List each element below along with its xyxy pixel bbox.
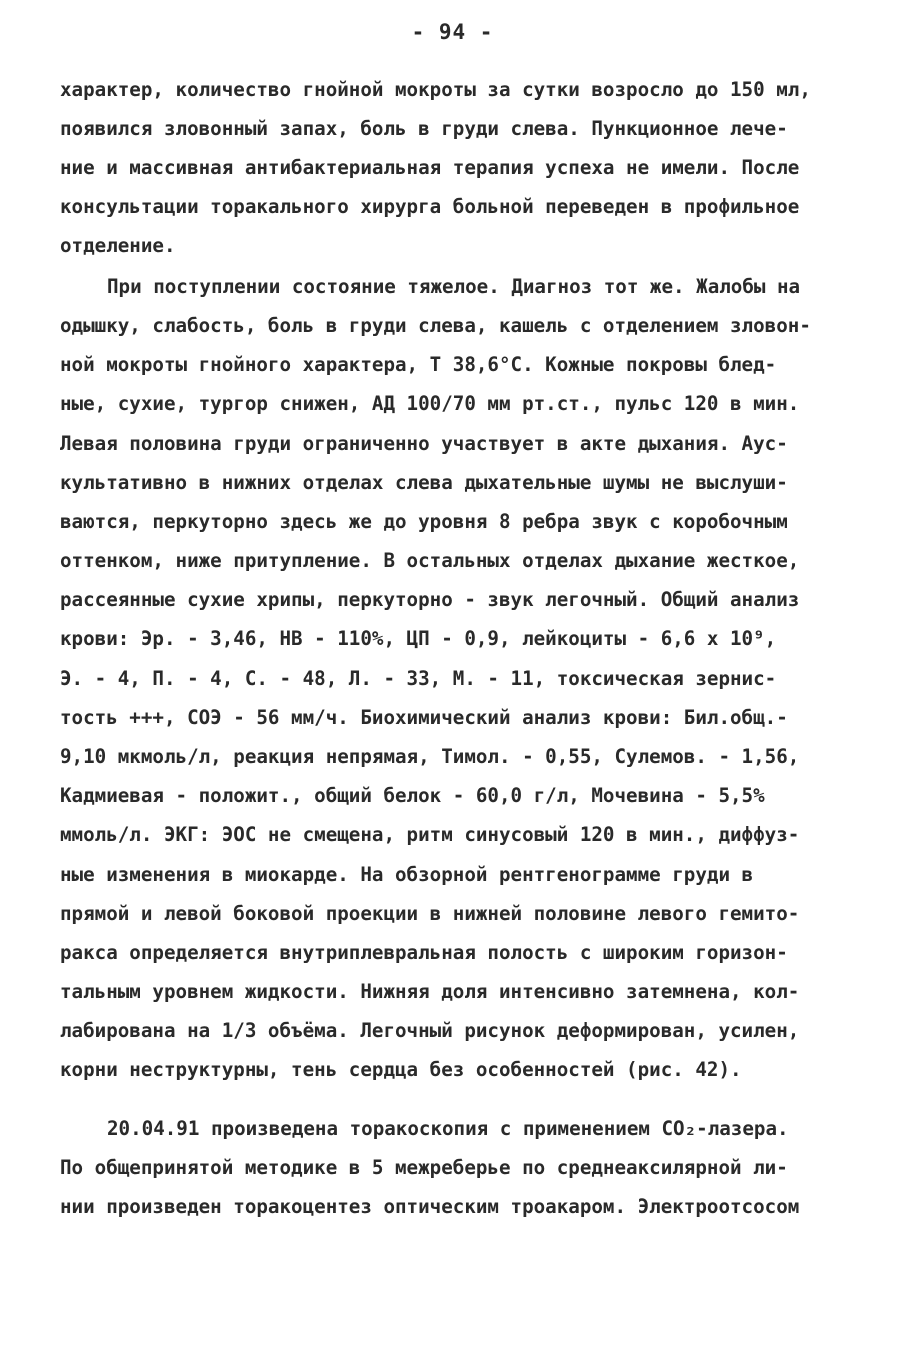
text-line: ные, сухие, тургор снижен, АД 100/70 мм рт.ст., пульс 120 в мин.	[60, 392, 800, 415]
text-line: При поступлении состояние тяжелое. Диагноз тот же. Жалобы на	[107, 275, 801, 298]
text-line: тальным уровнем жидкости. Нижняя доля интенсивно затемнена, кол-	[60, 980, 800, 1003]
text-line: оттенком, ниже притупление. В остальных отделах дыхание жесткое,	[60, 549, 800, 572]
text-line: Э. - 4, П. - 4, С. - 48, Л. - 33, М. - 11, токсическая зернис-	[60, 667, 777, 690]
page-number: - 94 -	[411, 20, 494, 44]
text-line: ные изменения в миокарде. На обзорной рентгенограмме груди в	[60, 863, 754, 886]
text-line: рассеянные сухие хрипы, перкуторно - звук легочный. Общий анализ	[60, 588, 800, 611]
text-line: отделение.	[60, 234, 176, 257]
text-line: крови: Эр. - 3,46, НВ - 110%, ЦП - 0,9, лейкоциты - 6,6 х 10⁹,	[60, 627, 777, 650]
text-line: ваются, перкуторно здесь же до уровня 8 ребра звук с коробочным	[60, 510, 788, 533]
text-line: лабирована на 1/3 объёма. Легочный рисунок деформирован, усилен,	[60, 1019, 800, 1042]
text-line: Кадмиевая - положит., общий белок - 60,0 г/л, Мочевина - 5,5%	[60, 784, 765, 807]
text-line: прямой и левой боковой проекции в нижней половине левого гемито-	[60, 902, 800, 925]
text-line: ракса определяется внутриплевральная полость с широким горизон-	[60, 941, 788, 964]
text-line: Левая половина груди ограниченно участвует в акте дыхания. Аус-	[60, 432, 788, 455]
text-line: характер, количество гнойной мокроты за сутки возросло до 150 мл,	[60, 78, 811, 101]
text-line: нии произведен торакоцентез оптическим троакаром. Электроотсосом	[60, 1195, 800, 1218]
text-line: ммоль/л. ЭКГ: ЭОС не смещена, ритм синусовый 120 в мин., диффуз-	[60, 823, 800, 846]
text-line: культативно в нижних отделах слева дыхательные шумы не выслуши-	[60, 471, 788, 494]
text-line: появился зловонный запах, боль в груди слева. Пункционное лече-	[60, 117, 788, 140]
text-line: ние и массивная антибактериальная терапия успеха не имели. После	[60, 156, 800, 179]
text-line: 20.04.91 произведена торакоскопия с применением СО₂-лазера.	[107, 1117, 789, 1140]
text-line: 9,10 мкмоль/л, реакция непрямая, Тимол. - 0,55, Сулемов. - 1,56,	[60, 745, 800, 768]
text-line: корни неструктурны, тень сердца без особенностей (рис. 42).	[60, 1058, 742, 1081]
text-line: одышку, слабость, боль в груди слева, кашель с отделением зловон-	[60, 314, 811, 337]
text-line: тость +++, СОЭ - 56 мм/ч. Биохимический анализ крови: Бил.общ.-	[60, 706, 788, 729]
text-line: консультации торакального хирурга больной переведен в профильное	[60, 195, 800, 218]
text-line: По общепринятой методике в 5 межреберье по среднеаксилярной ли-	[60, 1156, 788, 1179]
text-line: ной мокроты гнойного характера, Т 38,6°С. Кожные покровы блед-	[60, 353, 777, 376]
